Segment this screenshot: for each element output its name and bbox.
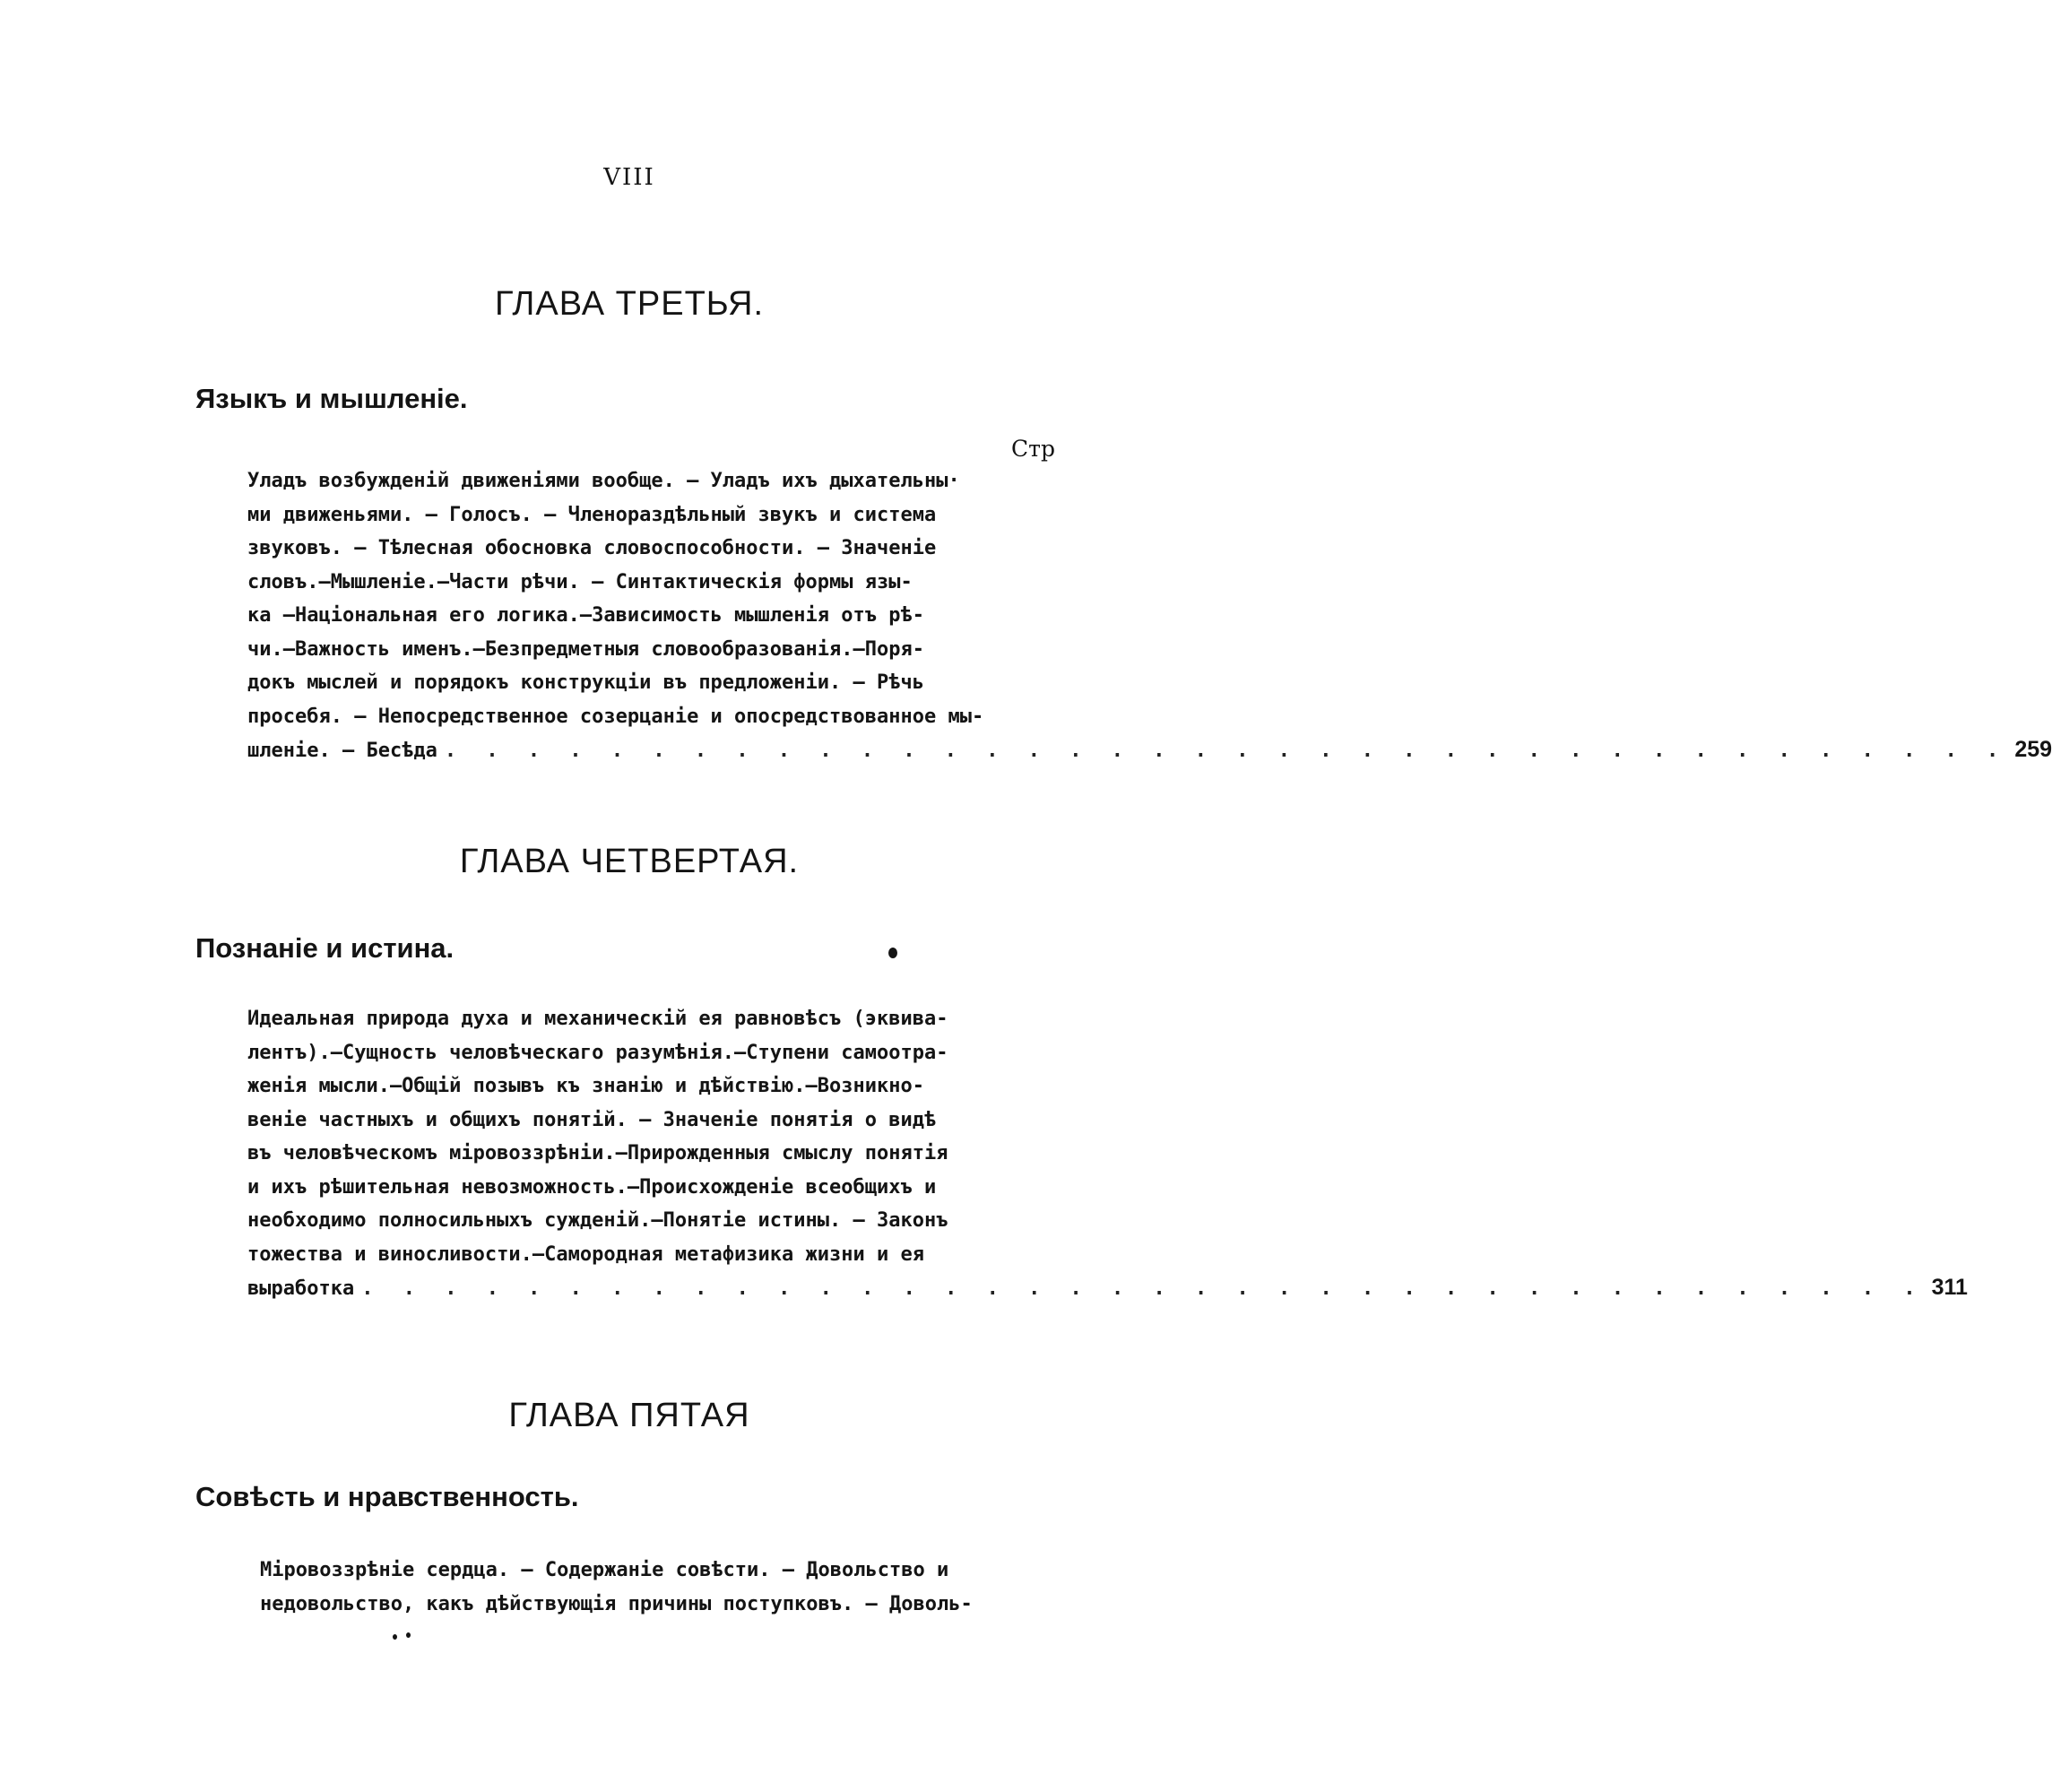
dot-leader: . . . . . . . . . . . . . . . . . . . . . . . . . . . . . . . . . . . . . . [444, 740, 2008, 762]
section-title: Совѣсть и нравственность. [195, 1481, 579, 1512]
summary-line: въ человѣческомъ міровоззрѣніи.—Прирожденныя смыслу понятія [247, 1142, 948, 1164]
summary-line: звуковъ. — Тѣлесная обосновка словоспособности. — Значеніе [247, 537, 937, 559]
summary-line: лентъ).—Сущность человѣческаго разумѣнія.—Ступени самоотра- [247, 1041, 948, 1064]
section-title: Языкъ и мышленіе. [195, 383, 468, 414]
summary-line: чи.—Важность именъ.—Безпредметныя словообразованія.—Поря- [247, 637, 924, 661]
summary-line: словъ.—Мышленіе.—Части рѣчи. — Синтактическія формы язы- [247, 570, 913, 593]
page-column-label: Стр [1011, 436, 1055, 462]
toc-leader-row [247, 1271, 1968, 1306]
summary-last-line: выработка [247, 1277, 355, 1300]
summary-line: Уладъ возбужденій движеніями вообще. — Уладъ ихъ дыхательны· [247, 470, 960, 492]
ink-mark [406, 1632, 411, 1638]
ink-mark [888, 948, 897, 958]
summary-line: Міровоззрѣніе сердца. — Содержаніе совѣсти. — Довольство и [260, 1559, 949, 1581]
summary-last-line: шленіе. — Бесѣда [247, 740, 437, 762]
page-reference: 311 [1931, 1275, 1968, 1300]
dot-leader: . . . . . . . . . . . . . . . . . . . . . . . . . . . . . . . . . . . . . . [361, 1277, 1925, 1300]
summary-line: веніе частныхъ и общихъ понятій. — Значеніе понятія о видѣ [247, 1108, 937, 1131]
chapter-heading: ГЛАВА ПЯТАЯ [508, 1397, 750, 1434]
summary-line: тожества и виносливости.—Самородная метафизика жизни и ея [247, 1242, 924, 1266]
toc-leader-row [247, 733, 2052, 768]
summary-line: докъ мыслей и порядокъ конструкціи въ предложеніи. — Рѣчь [247, 671, 924, 694]
chapter-heading: ГЛАВА ТРЕТЬЯ. [494, 285, 765, 323]
section-title: Познаніе и истина. [195, 932, 455, 964]
summary-line: женія мысли.—Общій позывъ къ знанію и дѣйствію.—Возникно- [247, 1075, 924, 1097]
page-reference: 259 [2014, 737, 2052, 762]
summary-line: недовольство, какъ дѣйствующія причины поступковъ. — Доволь- [260, 1592, 973, 1615]
chapter-heading: ГЛАВА ЧЕТВЕРТАЯ. [459, 843, 800, 880]
summary-line: Идеальная природа духа и механическій ея равновѣсъ (эквива- [247, 1008, 948, 1030]
chapter-summary [247, 464, 2052, 768]
summary-line: просебя. — Непосредственное созерцаніе и опосредствованное мы- [247, 705, 984, 728]
chapter-summary [247, 1002, 1968, 1306]
summary-line: ка —Національная его логика.—Зависимость мышленія отъ рѣ- [247, 604, 924, 627]
ink-mark [393, 1634, 397, 1640]
summary-line: ми движеньями. — Голосъ. — Членораздѣльный звукъ и система [247, 503, 937, 526]
page-number: VIII [603, 164, 655, 191]
summary-line: и ихъ рѣшительная невозможность.—Происхожденіе всеобщихъ и [247, 1175, 937, 1199]
chapter-summary [260, 1554, 1060, 1621]
summary-line: необходимо полносильныхъ сужденій.—Понятіе истины. — Законъ [247, 1209, 948, 1232]
